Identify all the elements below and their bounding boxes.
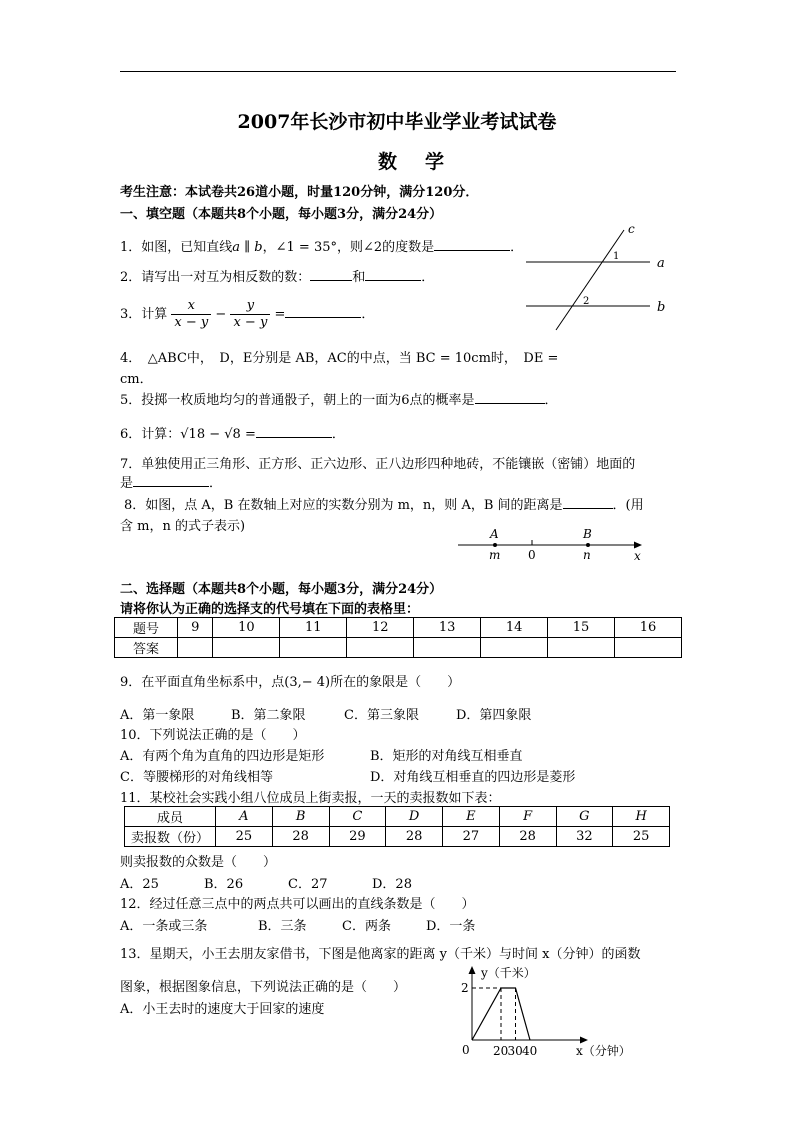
q12-option-a: A．一条或三条 <box>120 919 208 934</box>
question-1 <box>120 236 523 255</box>
q1-text-c: ，∠1 = 35°，则∠2的度数是 <box>262 240 435 255</box>
q9-options <box>120 704 531 723</box>
q12-option-c: C．两条 <box>342 919 391 934</box>
q3-den-1: x − y <box>174 315 209 330</box>
q11-question: 则卖报数的众数是（ ） <box>120 855 277 870</box>
q9-option-a: A．第一象限 <box>120 708 195 723</box>
exam-subject: 数学 <box>377 151 472 173</box>
x-tick-label: 30 <box>507 1044 523 1058</box>
x-axis-label: x（分钟） <box>576 1044 631 1058</box>
table-cell: 答案 <box>115 638 178 658</box>
answer-cell-14[interactable] <box>481 638 548 658</box>
label-x: x <box>634 549 641 563</box>
q8-text-a: 8．如图，点 A，B 在数轴上对应的实数分别为 m，n，则 A，B 间的距离是 <box>124 498 563 513</box>
number-line-arrow-icon <box>634 542 642 549</box>
q11-option-a: A．25 <box>120 877 159 892</box>
answer-cell-12[interactable] <box>347 638 414 658</box>
q8-text-b: ．(用 <box>612 498 644 513</box>
q3-num-1: x <box>171 298 211 315</box>
origin-label: 0 <box>462 1043 470 1057</box>
q3-minus: − <box>215 307 227 322</box>
newspaper-sales-table <box>124 806 670 847</box>
q1-end: ． <box>510 240 524 255</box>
q3-num-2: y <box>230 298 270 315</box>
y-tick-label: 2 <box>461 981 469 995</box>
q11-option-b: B．26 <box>204 877 244 892</box>
question-6 <box>120 423 345 442</box>
table-cell: 卖报数（份） <box>125 827 216 847</box>
number-line-figure <box>452 524 652 564</box>
q10-option-a: A．有两个角为直角的四边形是矩形 <box>120 749 325 764</box>
label-angle-2: 2 <box>583 296 590 307</box>
table-cell: 13 <box>414 618 481 638</box>
label-a: a <box>657 256 665 271</box>
q7-text: 是 <box>120 476 134 491</box>
q9-option-b: B．第二象限 <box>231 708 306 723</box>
question-4-line-1: 4． △ABC中， D，E分别是 AB，AC的中点，当 BC = 10cm时， DE = <box>120 351 559 366</box>
label-b: b <box>657 300 666 315</box>
table-cell: 9 <box>178 618 213 638</box>
q11-options <box>120 873 412 892</box>
question-13-line-1: 13．星期天，小王去朋友家借书，下图是他离家的距离 y（千米）与时间 x（分钟）的函数 <box>120 947 641 962</box>
sales-table-header-row <box>125 807 670 827</box>
q12-options <box>120 915 475 934</box>
q6-end: ． <box>331 427 345 442</box>
x-axis-arrow-icon <box>580 1037 588 1044</box>
q5-end: ． <box>544 393 558 408</box>
q3-den-2: x − y <box>233 315 268 330</box>
table-cell: C <box>329 807 386 827</box>
table-cell: 29 <box>329 827 386 847</box>
graph-guide-lines <box>472 988 516 1040</box>
exam-title: 2007年长沙市初中毕业学业考试试卷 <box>237 111 557 133</box>
question-12: 12．经过任意三点中的两点共可以画出的直线条数是（ ） <box>120 897 475 912</box>
section2-heading: 二、选择题（本题共8个小题，每小题3分，满分24分） <box>120 582 443 597</box>
q9-option-d: D．第四象限 <box>456 708 532 723</box>
point-B <box>586 543 590 547</box>
table-cell: 15 <box>548 618 615 638</box>
table-cell: 题号 <box>115 618 178 638</box>
table-cell: 14 <box>481 618 548 638</box>
table-cell: 27 <box>443 827 500 847</box>
header-rule <box>120 71 676 72</box>
x-tick-label: 20 <box>493 1044 509 1058</box>
table-cell: A <box>216 807 273 827</box>
label-c: c <box>628 222 635 236</box>
q10-option-b: B．矩形的对角线互相垂直 <box>370 749 523 764</box>
label-zero: 0 <box>528 548 536 562</box>
table-cell: D <box>386 807 443 827</box>
answer-table-answer-row <box>115 638 682 658</box>
answer-table <box>114 617 682 658</box>
question-8-line-2: 含 m，n 的式子表示) <box>120 519 246 534</box>
q1-parallel: a ∥ b <box>232 240 263 255</box>
question-2 <box>120 266 434 285</box>
table-cell: 25 <box>613 827 670 847</box>
table-cell: G <box>556 807 613 827</box>
question-8-line-1 <box>124 494 644 513</box>
question-4-line-2: cm． <box>120 372 153 387</box>
y-axis-arrow-icon <box>469 966 476 974</box>
distance-time-graph <box>448 960 648 1066</box>
section2-instruction: 请将你认为正确的选择支的代号填在下面的表格里： <box>120 602 420 617</box>
label-n: n <box>583 548 591 562</box>
q7-blank <box>133 472 209 487</box>
answer-cell-9[interactable] <box>178 638 213 658</box>
q3-blank <box>285 303 361 318</box>
table-cell: 11 <box>280 618 347 638</box>
table-cell: H <box>613 807 670 827</box>
q12-option-b: B．三条 <box>258 919 307 934</box>
sales-table-data-row <box>125 827 670 847</box>
q12-option-d: D．一条 <box>426 919 476 934</box>
parallel-lines-figure <box>520 222 680 334</box>
point-A <box>493 543 497 547</box>
q2-mid: 和 <box>352 270 366 285</box>
table-cell: 28 <box>386 827 443 847</box>
q3-fraction-2 <box>230 298 270 331</box>
line-c <box>556 230 624 330</box>
q2-blank-2 <box>365 266 421 281</box>
q8-blank <box>563 494 613 509</box>
table-cell: 28 <box>272 827 329 847</box>
y-axis-label: y（千米） <box>481 966 536 980</box>
label-A: A <box>490 527 499 541</box>
question-5 <box>120 389 558 408</box>
question-7-line-2 <box>120 472 222 491</box>
table-cell: 16 <box>615 618 682 638</box>
table-cell: 32 <box>556 827 613 847</box>
question-3 <box>120 298 374 331</box>
answer-cell-13[interactable] <box>414 638 481 658</box>
q10-option-c: C．等腰梯形的对角线相等 <box>120 770 273 785</box>
q6-blank <box>256 423 332 438</box>
question-7-line-1: 7．单独使用正三角形、正方形、正六边形、正八边形四种地砖，不能镶嵌（密铺）地面的 <box>120 457 636 472</box>
q6-text: 6．计算：√18 − √8 = <box>120 427 256 442</box>
q3-text: 3．计算 <box>120 307 168 322</box>
q3-equals: = <box>274 307 286 322</box>
answer-cell-15[interactable] <box>548 638 615 658</box>
q7-end: ． <box>209 476 223 491</box>
answer-cell-11[interactable] <box>280 638 347 658</box>
q11-option-d: D．28 <box>372 877 412 892</box>
table-cell: B <box>272 807 329 827</box>
q13-option-a: A．小王去时的速度大于回家的速度 <box>120 1002 325 1017</box>
q11-option-c: C．27 <box>288 877 328 892</box>
q9-option-c: C．第三象限 <box>344 708 419 723</box>
table-cell: F <box>499 807 556 827</box>
label-angle-1: 1 <box>613 251 620 262</box>
question-10: 10．下列说法正确的是（ ） <box>120 728 306 743</box>
q3-end: ． <box>361 307 375 322</box>
q10-option-d: D．对角线互相垂直的四边形是菱形 <box>370 770 576 785</box>
table-cell: 12 <box>347 618 414 638</box>
section1-heading: 一、填空题（本题共8个小题，每小题3分，满分24分） <box>120 207 443 222</box>
q2-end: ． <box>421 270 435 285</box>
table-cell: 28 <box>499 827 556 847</box>
q2-text: 2．请写出一对互为相反数的数： <box>120 270 311 285</box>
answer-table-header-row <box>115 618 682 638</box>
table-cell: 10 <box>213 618 280 638</box>
table-cell: E <box>443 807 500 827</box>
answer-cell-10[interactable] <box>213 638 280 658</box>
q1-text-a: 1．如图，已知直线 <box>120 240 233 255</box>
q1-answer-blank <box>434 236 510 251</box>
label-m: m <box>489 548 501 562</box>
answer-cell-16[interactable] <box>615 638 682 658</box>
question-9: 9．在平面直角坐标系中，点(3,− 4)所在的象限是（ ） <box>120 675 461 690</box>
q3-fraction-1 <box>171 298 211 331</box>
question-11: 11．某校社会实践小组八位成员上街卖报，一天的卖报数如下表： <box>120 791 501 806</box>
table-cell: 成员 <box>125 807 216 827</box>
question-13-line-2: 图象，根据图象信息，下列说法正确的是（ ） <box>120 980 407 995</box>
x-tick-label: 40 <box>522 1044 538 1058</box>
q2-blank-1 <box>310 266 352 281</box>
q5-text: 5．投掷一枚质地均匀的普通骰子，朝上的一面为6点的概率是 <box>120 393 475 408</box>
q5-blank <box>475 389 545 404</box>
label-B: B <box>583 527 592 541</box>
exam-notice: 考生注意：本试卷共26道小题，时量120分钟，满分120分． <box>120 185 479 200</box>
table-cell: 25 <box>216 827 273 847</box>
